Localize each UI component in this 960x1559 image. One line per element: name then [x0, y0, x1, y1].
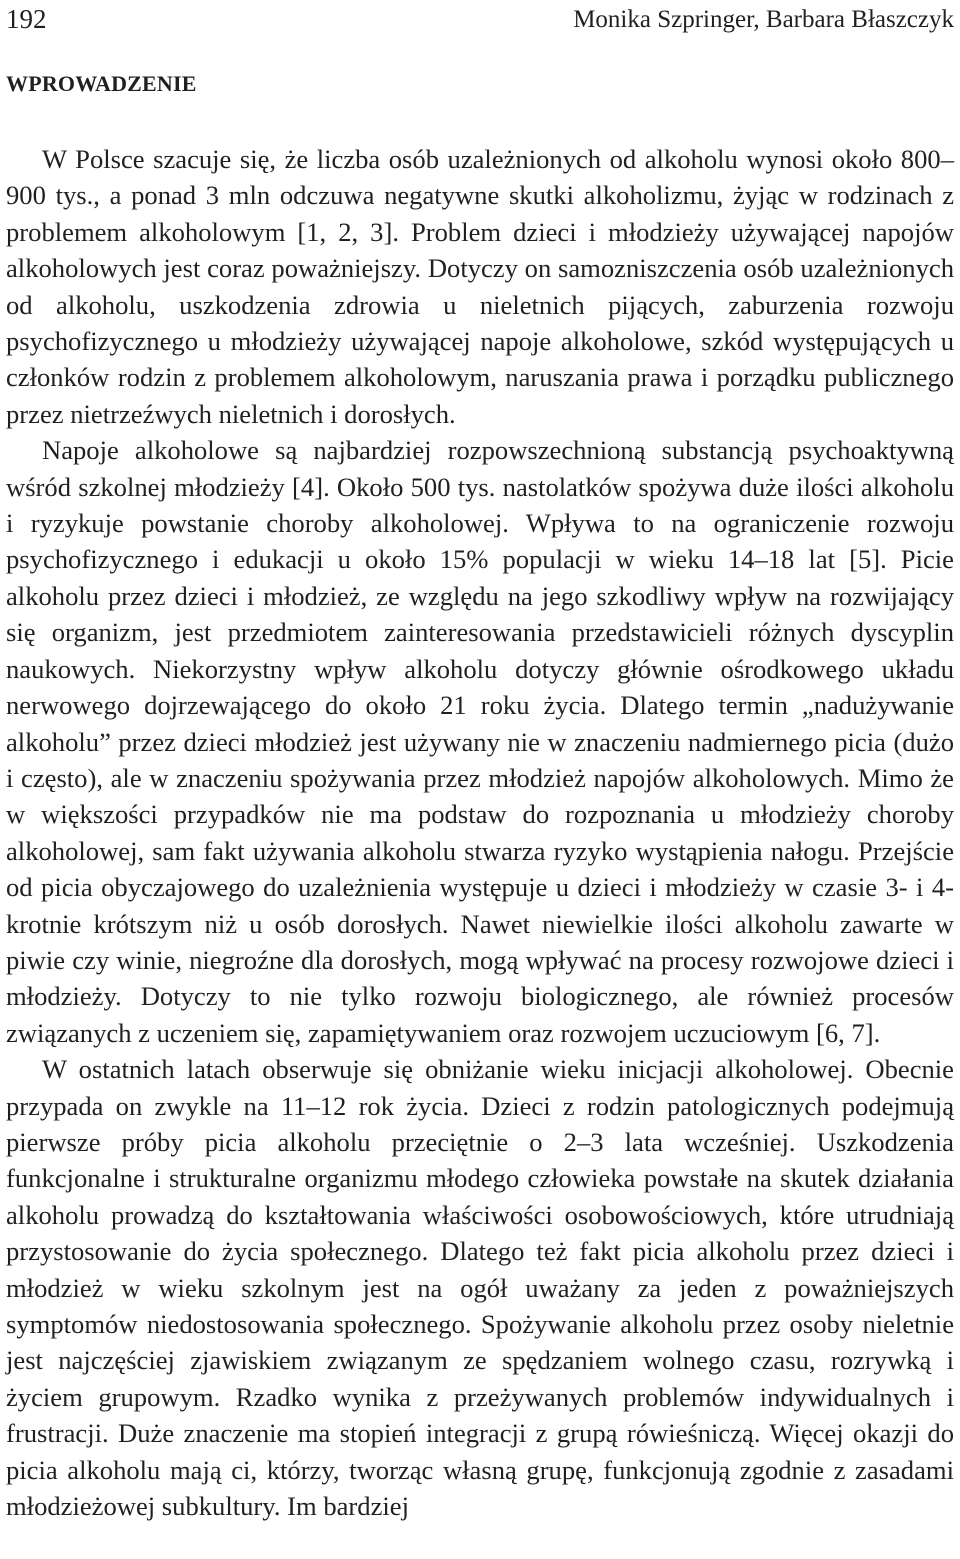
paragraph: Napoje alkoholowe są najbardziej rozpowszechnioną substancją psychoaktywną wśród szkolnej młodzieży [4]. Około 500 tys. nastolatków spożywa duże ilości alkoholu i ryzykuje powstanie choroby alkoholowej. Wpływa to na ograniczenie rozwoju psychofizycznego i edukacji u około 15% populacji w wieku 14–18 lat [5]. Picie alkoholu przez dzieci i młodzież, ze względu na jego szkodliwy wpływ na rozwijający się organizm, jest przedmiotem zainteresowania przedstawicieli różnych dyscyplin naukowych. Niekorzystny wpływ alkoholu dotyczy głównie ośrodkowego układu nerwowego dojrzewającego do około 21 roku życia. Dlatego termin „nadużywanie alkoholu” przez dzieci młodzież jest używany nie w znaczeniu nadmiernego picia (dużo i często), ale w znaczeniu spożywania przez młodzież napojów alkoholowych. Mimo że w większości przypadków nie ma podstaw do rozpoznania u młodzieży choroby alkoholowej, sam fakt używania alkoholu stwarza ryzyko wystąpienia nałogu. Przejście od picia obyczajowego do uzależnienia występuje u dzieci i młodzieży w czasie 3- i 4-krotnie krótszym niż u osób dorosłych. Nawet niewielkie ilości alkoholu zawarte w piwie czy winie, niegroźne dla dorosłych, mogą wpływać na procesy rozwojowe dzieci i młodzieży. Dotyczy to nie tylko rozwoju biologicznego, ale również procesów związanych z uczeniem się, zapamiętywaniem oraz rozwojem uczuciowym [6, 7].	[6, 435, 954, 1048]
body-text	[6, 141, 954, 1524]
page-number: 192	[6, 4, 47, 34]
paragraph: W Polsce szacuje się, że liczba osób uzależnionych od alkoholu wynosi około 800–900 tys., a ponad 3 mln odczuwa negatywne skutki alkoholizmu, żyjąc w rodzinach z problemem alkoholowym [1, 2, 3]. Problem dzieci i młodzieży używającej napojów alkoholowych jest coraz poważniejszy. Dotyczy on samozniszczenia osób uzależnionych od alkoholu, uszkodzenia zdrowia u nieletnich pijących, zaburzenia rozwoju psychofizycznego u młodzieży używającej napoje alkoholowe, szkód występujących u członków rodzin z problemem alkoholowym, naruszania prawa i porządku publicznego przez nietrzeźwych nieletnich i dorosłych.	[6, 144, 954, 429]
paragraph: W ostatnich latach obserwuje się obniżanie wieku inicjacji alkoholowej. Obecnie przypada on zwykle na 11–12 rok życia. Dzieci z rodzin patologicznych podejmują pierwsze próby picia alkoholu przeciętnie o 2–3 lata wcześniej. Uszkodzenia funkcjonalne i strukturalne organizmu młodego człowieka powstałe na skutek działania alkoholu prowadzą do kształtowania właściwości osobowościowych, które utrudniają przystosowanie do życia społecznego. Dlatego też fakt picia alkoholu przez dzieci i młodzież w wieku szkolnym jest na ogół uważany za jeden z poważniejszych symptomów niedostosowania społecznego. Spożywanie alkoholu przez osoby nieletnie jest najczęściej zjawiskiem związanym ze spędzaniem wolnego czasu, rozrywką i życiem grupowym. Rzadko wynika z przeżywanych problemów indywidualnych i frustracji. Duże znaczenie ma stopień integracji z grupą rówieśniczą. Więcej okazji do picia alkoholu mają ci, którzy, tworząc własną grupę, funkcjonują zgodnie z zasadami młodzieżowej subkultury. Im bardziej	[6, 1054, 954, 1522]
section-heading: WPROWADZENIE	[6, 71, 197, 96]
document-page	[6, 0, 954, 1522]
running-header	[6, 0, 954, 40]
running-header-authors: Monika Szpringer, Barbara Błaszczyk	[573, 6, 954, 33]
